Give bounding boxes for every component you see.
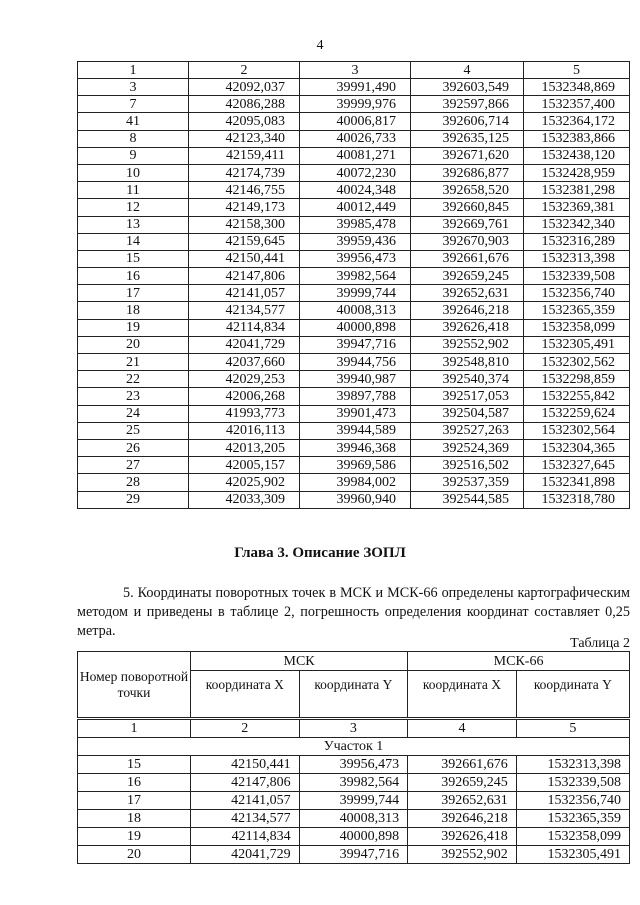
coordinate-cell: 40006,817: [300, 113, 411, 130]
coordinate-cell: 392544,585: [411, 491, 524, 508]
coordinate-cell: 392606,714: [411, 113, 524, 130]
coordinate-cell: 42041,729: [189, 336, 300, 353]
table2-index-cell: 4: [408, 719, 517, 738]
coordinate-cell: 42086,288: [189, 96, 300, 113]
coordinate-cell: 40081,271: [300, 147, 411, 164]
coordinate-cell: 42134,577: [189, 302, 300, 319]
coordinate-cell: 1532339,508: [516, 774, 629, 792]
table-row: [78, 130, 630, 147]
coordinate-cell: 1532365,359: [524, 302, 630, 319]
page-number: 4: [316, 38, 324, 53]
coordinate-cell: 39984,002: [300, 474, 411, 491]
coordinate-cell: 1532316,289: [524, 233, 630, 250]
coordinate-cell: 42025,902: [189, 474, 300, 491]
table2-index-cell: 2: [191, 719, 300, 738]
coordinate-cell: 1532313,398: [516, 756, 629, 774]
table2-group-header-row: [78, 652, 630, 671]
coordinate-cell: 392686,877: [411, 164, 524, 181]
table2-index-cell: 1: [78, 719, 191, 738]
coordinate-cell: 39901,473: [300, 405, 411, 422]
coordinate-cell: 42092,037: [189, 79, 300, 96]
table-row: [78, 756, 630, 774]
coordinate-cell: 392661,676: [408, 756, 517, 774]
point-number-cell: 29: [78, 491, 189, 508]
coordinate-cell: 392504,587: [411, 405, 524, 422]
coordinate-cell: 392646,218: [408, 810, 517, 828]
coordinate-cell: 1532357,400: [524, 96, 630, 113]
table2-msk66-group-header: МСК-66: [408, 652, 630, 671]
table-row: [78, 828, 630, 846]
coordinate-cell: 42013,205: [189, 439, 300, 456]
table-row: [78, 199, 630, 216]
point-number-cell: 12: [78, 199, 189, 216]
coordinate-cell: 40024,348: [300, 182, 411, 199]
table-row: [78, 302, 630, 319]
coordinate-cell: 1532358,099: [516, 828, 629, 846]
table-row: [78, 164, 630, 181]
coordinate-cell: 42150,441: [189, 250, 300, 267]
coordinate-cell: 39969,586: [300, 457, 411, 474]
coordinate-cell: 39946,368: [300, 439, 411, 456]
coordinate-cell: 42114,834: [191, 828, 300, 846]
point-number-cell: 16: [78, 268, 189, 285]
point-number-cell: 10: [78, 164, 189, 181]
coordinate-cell: 1532356,740: [524, 285, 630, 302]
coordinate-cell: 1532302,562: [524, 354, 630, 371]
coordinate-cell: 42095,083: [189, 113, 300, 130]
coordinate-cell: 392540,374: [411, 371, 524, 388]
coordinate-cell: 1532259,624: [524, 405, 630, 422]
coordinate-cell: 39985,478: [300, 216, 411, 233]
coordinate-cell: 1532318,780: [524, 491, 630, 508]
table-row: [78, 491, 630, 508]
point-number-cell: 41: [78, 113, 189, 130]
coordinate-cell: 42041,729: [191, 846, 300, 864]
coordinate-cell: 42146,755: [189, 182, 300, 199]
coordinate-cell: 42134,577: [191, 810, 300, 828]
point-number-cell: 14: [78, 233, 189, 250]
table-row: [78, 182, 630, 199]
coordinate-cell: 1532304,365: [524, 439, 630, 456]
coordinate-cell: 39956,473: [299, 756, 408, 774]
table2-body: [78, 756, 630, 864]
coordinate-cell: 39956,473: [300, 250, 411, 267]
coordinate-cell: 392659,245: [411, 268, 524, 285]
coordinates-table-continued: [77, 61, 630, 509]
point-number-cell: 20: [78, 336, 189, 353]
coordinate-cell: 42141,057: [189, 285, 300, 302]
coordinate-cell: 1532339,508: [524, 268, 630, 285]
table-row: [78, 319, 630, 336]
table-row: [78, 113, 630, 130]
point-number-cell: 18: [78, 302, 189, 319]
table-row: [78, 96, 630, 113]
coordinate-cell: 1532305,491: [524, 336, 630, 353]
coordinate-cell: 1532302,564: [524, 422, 630, 439]
point-number-cell: 17: [78, 792, 191, 810]
coordinate-cell: 1532364,172: [524, 113, 630, 130]
point-number-cell: 8: [78, 130, 189, 147]
coordinate-cell: 392597,866: [411, 96, 524, 113]
coordinate-cell: 1532428,959: [524, 164, 630, 181]
coordinate-cell: 42147,806: [189, 268, 300, 285]
coordinate-cell: 42159,411: [189, 147, 300, 164]
coordinate-cell: 392670,903: [411, 233, 524, 250]
table1-index-cell: 5: [524, 62, 630, 79]
table-row: [78, 388, 630, 405]
coordinate-cell: 42174,739: [189, 164, 300, 181]
coordinate-cell: 392548,810: [411, 354, 524, 371]
coordinate-cell: 392603,549: [411, 79, 524, 96]
point-number-cell: 21: [78, 354, 189, 371]
point-number-cell: 22: [78, 371, 189, 388]
point-number-cell: 15: [78, 250, 189, 267]
point-number-cell: 27: [78, 457, 189, 474]
coordinate-cell: 392524,369: [411, 439, 524, 456]
coordinate-cell: 42123,340: [189, 130, 300, 147]
table-row: [78, 336, 630, 353]
point-number-cell: 19: [78, 319, 189, 336]
table1-index-row: [78, 62, 630, 79]
coordinate-cell: 1532381,298: [524, 182, 630, 199]
coordinate-cell: 39999,744: [300, 285, 411, 302]
coordinate-cell: 39999,976: [300, 96, 411, 113]
coordinate-cell: 1532369,381: [524, 199, 630, 216]
coordinate-cell: 392552,902: [408, 846, 517, 864]
chapter-heading: Глава 3. Описание ЗОПЛ: [234, 545, 406, 561]
point-number-cell: 7: [78, 96, 189, 113]
table1-index-cell: 3: [300, 62, 411, 79]
point-number-cell: 19: [78, 828, 191, 846]
coordinate-cell: 42037,660: [189, 354, 300, 371]
table2-index-row: [78, 719, 630, 738]
coordinate-cell: 39897,788: [300, 388, 411, 405]
table-row: [78, 371, 630, 388]
coordinate-cell: 1532358,099: [524, 319, 630, 336]
table1-index-cell: 1: [78, 62, 189, 79]
table1-index-cell: 2: [189, 62, 300, 79]
table-row: [78, 79, 630, 96]
coordinate-cell: 39999,744: [299, 792, 408, 810]
point-number-cell: 17: [78, 285, 189, 302]
point-number-cell: 24: [78, 405, 189, 422]
coordinate-cell: 392517,053: [411, 388, 524, 405]
table1-index-cell: 4: [411, 62, 524, 79]
coordinate-cell: 392669,761: [411, 216, 524, 233]
coordinate-cell: 40012,449: [300, 199, 411, 216]
table-row: [78, 457, 630, 474]
coordinate-cell: 40072,230: [300, 164, 411, 181]
coordinate-cell: 392652,631: [408, 792, 517, 810]
point-number-cell: 9: [78, 147, 189, 164]
coordinate-cell: 1532438,120: [524, 147, 630, 164]
table2-index-cell: 5: [516, 719, 629, 738]
coordinate-cell: 42158,300: [189, 216, 300, 233]
table2-msk66-x-header: координата X: [408, 671, 517, 719]
coordinate-cell: 42029,253: [189, 371, 300, 388]
table-row: [78, 268, 630, 285]
coordinate-cell: 392516,502: [411, 457, 524, 474]
coordinate-cell: 392626,418: [408, 828, 517, 846]
table-row: [78, 250, 630, 267]
coordinate-cell: 42150,441: [191, 756, 300, 774]
coordinate-cell: 42114,834: [189, 319, 300, 336]
coordinate-cell: 392646,218: [411, 302, 524, 319]
table2-caption: Таблица 2: [570, 636, 630, 651]
table-row: [78, 147, 630, 164]
coordinate-cell: 40000,898: [299, 828, 408, 846]
table-row: [78, 810, 630, 828]
point-number-cell: 11: [78, 182, 189, 199]
point-number-cell: 25: [78, 422, 189, 439]
coordinate-cell: 41993,773: [189, 405, 300, 422]
coordinate-cell: 40008,313: [299, 810, 408, 828]
coordinate-cell: 392659,245: [408, 774, 517, 792]
point-number-cell: 15: [78, 756, 191, 774]
point-number-cell: 16: [78, 774, 191, 792]
coordinate-cell: 39940,987: [300, 371, 411, 388]
coordinate-cell: 392626,418: [411, 319, 524, 336]
coordinate-cell: 42141,057: [191, 792, 300, 810]
point-number-cell: 26: [78, 439, 189, 456]
table2-msk-group-header: МСК: [191, 652, 408, 671]
coordinate-cell: 39959,436: [300, 233, 411, 250]
coordinate-cell: 1532255,842: [524, 388, 630, 405]
coordinate-cell: 392671,620: [411, 147, 524, 164]
coordinate-cell: 39960,940: [300, 491, 411, 508]
table2-index-cell: 3: [299, 719, 408, 738]
table-row: [78, 774, 630, 792]
coordinate-cell: 39944,756: [300, 354, 411, 371]
table-row: [78, 474, 630, 491]
table2-section-label: Участок 1: [78, 738, 630, 756]
coordinate-cell: 40026,733: [300, 130, 411, 147]
coordinate-cell: 40008,313: [300, 302, 411, 319]
coordinate-cell: 42016,113: [189, 422, 300, 439]
coordinate-cell: 1532356,740: [516, 792, 629, 810]
table-row: [78, 216, 630, 233]
coordinate-cell: 42006,268: [189, 388, 300, 405]
point-number-cell: 3: [78, 79, 189, 96]
point-number-cell: 13: [78, 216, 189, 233]
coordinate-cell: 392661,676: [411, 250, 524, 267]
table-row: [78, 285, 630, 302]
table-row: [78, 422, 630, 439]
coordinate-cell: 42159,645: [189, 233, 300, 250]
table-row: [78, 233, 630, 250]
coordinate-cell: 42005,157: [189, 457, 300, 474]
table2-point-number-header: Номер поворотной точки: [78, 652, 191, 719]
coordinate-cell: 392658,520: [411, 182, 524, 199]
coordinate-cell: 392635,125: [411, 130, 524, 147]
point-number-cell: 20: [78, 846, 191, 864]
coordinate-cell: 392537,359: [411, 474, 524, 491]
coordinate-cell: 40000,898: [300, 319, 411, 336]
table2-msk-y-header: координата Y: [299, 671, 408, 719]
coordinate-cell: 39947,716: [300, 336, 411, 353]
coordinate-cell: 1532327,645: [524, 457, 630, 474]
coordinates-table-2: [77, 651, 630, 864]
table-row: [78, 354, 630, 371]
point-number-cell: 23: [78, 388, 189, 405]
description-paragraph: 5. Координаты поворотных точек в МСК и МСК-66 определены картографическим методом и приведены в таблице 2, погрешность определения координат составляет 0,25 метра.: [77, 585, 630, 639]
coordinate-cell: 39982,564: [300, 268, 411, 285]
table2-msk66-y-header: координата Y: [516, 671, 629, 719]
coordinate-cell: 1532365,359: [516, 810, 629, 828]
coordinate-cell: 1532341,898: [524, 474, 630, 491]
coordinate-cell: 42147,806: [191, 774, 300, 792]
coordinate-cell: 1532313,398: [524, 250, 630, 267]
table2-msk-x-header: координата X: [191, 671, 300, 719]
table-row: [78, 405, 630, 422]
table2-section-row: [78, 738, 630, 756]
coordinate-cell: 42033,309: [189, 491, 300, 508]
coordinate-cell: 1532298,859: [524, 371, 630, 388]
coordinate-cell: 392552,902: [411, 336, 524, 353]
coordinate-cell: 392660,845: [411, 199, 524, 216]
point-number-cell: 28: [78, 474, 189, 491]
coordinate-cell: 1532383,866: [524, 130, 630, 147]
coordinate-cell: 392652,631: [411, 285, 524, 302]
table-row: [78, 792, 630, 810]
coordinate-cell: 392527,263: [411, 422, 524, 439]
coordinate-cell: 39982,564: [299, 774, 408, 792]
coordinate-cell: 39944,589: [300, 422, 411, 439]
coordinate-cell: 1532348,869: [524, 79, 630, 96]
table-row: [78, 439, 630, 456]
coordinate-cell: 39947,716: [299, 846, 408, 864]
coordinate-cell: 42149,173: [189, 199, 300, 216]
table1-body: [78, 79, 630, 509]
coordinate-cell: 1532305,491: [516, 846, 629, 864]
table-row: [78, 846, 630, 864]
point-number-cell: 18: [78, 810, 191, 828]
coordinate-cell: 1532342,340: [524, 216, 630, 233]
coordinate-cell: 39991,490: [300, 79, 411, 96]
